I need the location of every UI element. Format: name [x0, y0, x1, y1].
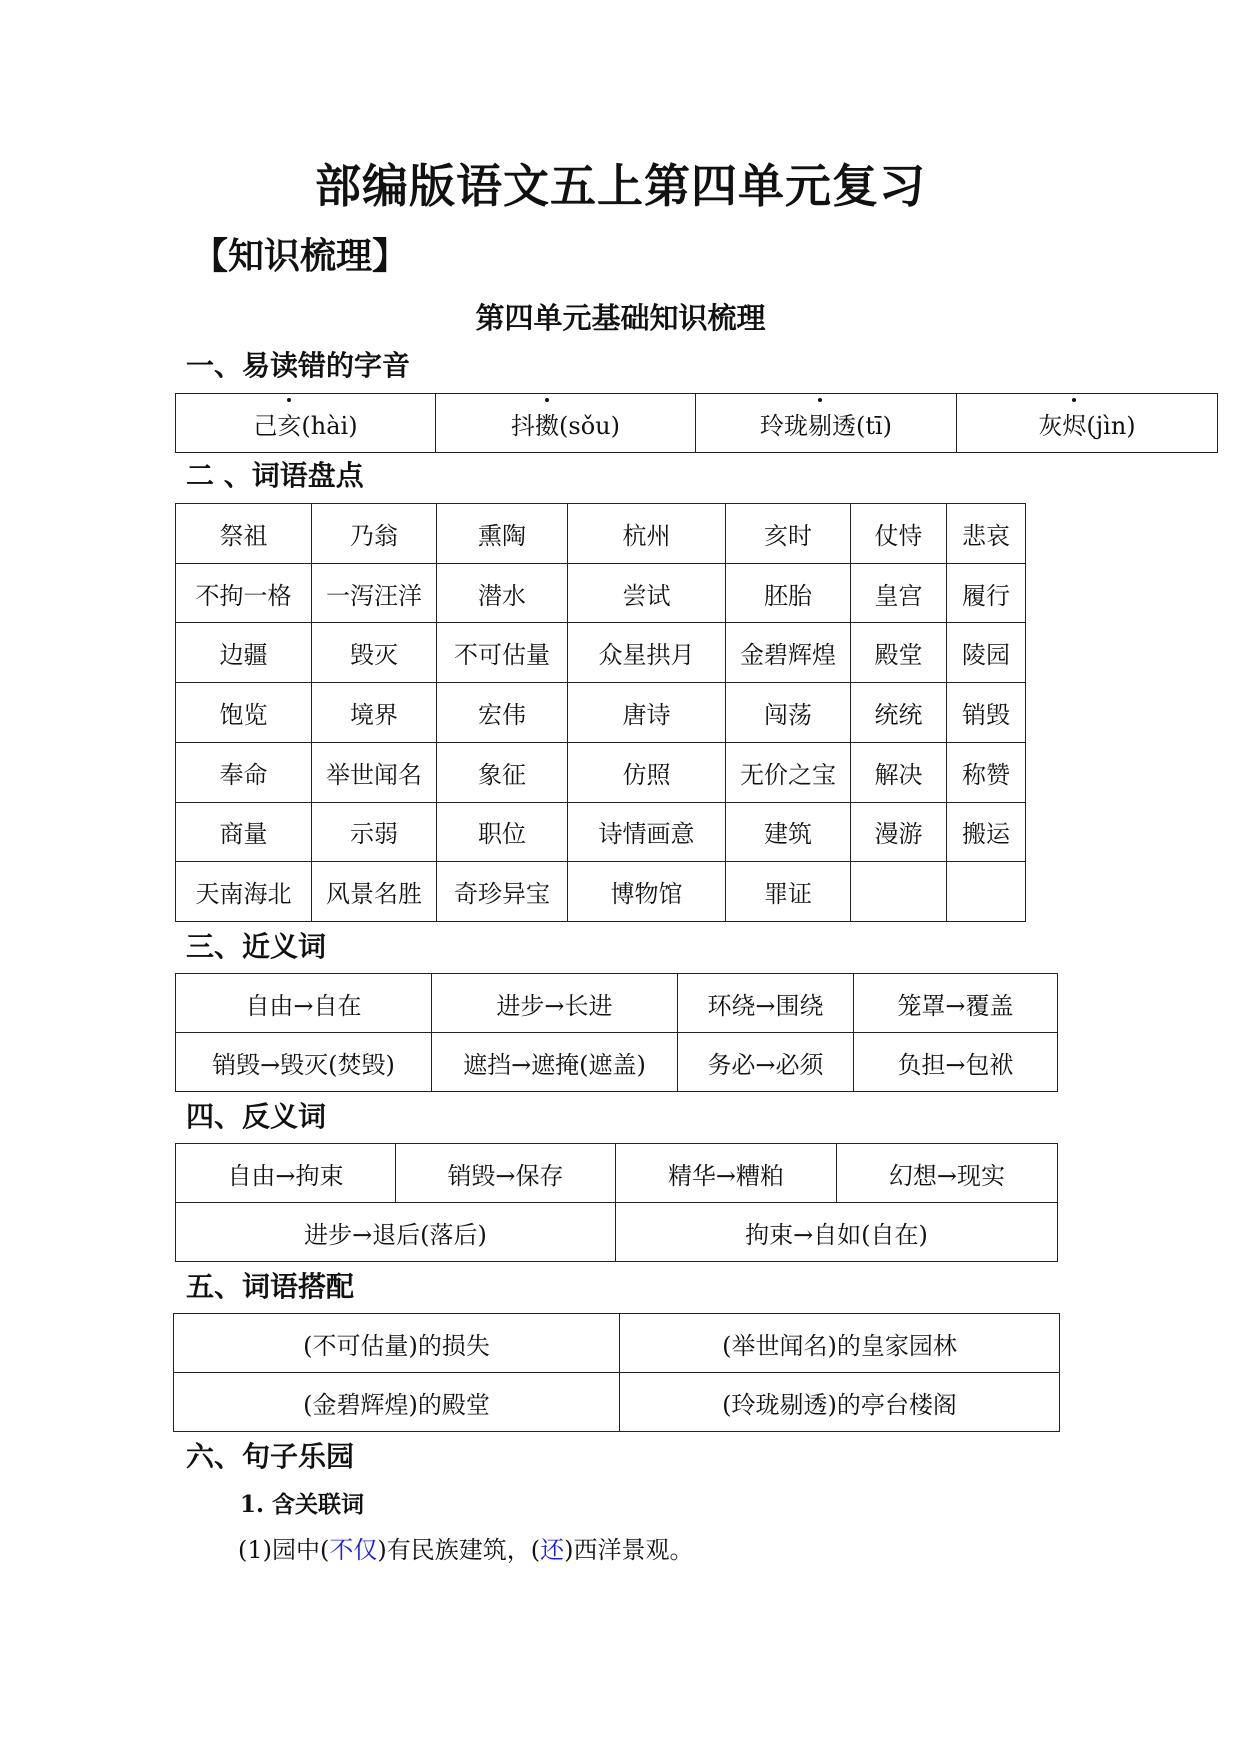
dotted-char: 擞 [535, 406, 559, 441]
vocab-table [175, 503, 1026, 922]
vocab-cell: 潜水 [437, 563, 568, 623]
dotted-char: 剔 [808, 406, 832, 441]
table-row [176, 563, 1026, 623]
vocab-cell: 饱览 [176, 683, 312, 743]
vocab-cell: 解决 [851, 742, 947, 802]
vocab-cell: 仿照 [568, 742, 726, 802]
antonyms-table [175, 1143, 1058, 1262]
vocab-cell: 乃翁 [312, 504, 437, 564]
vocab-cell: 闯荡 [726, 683, 851, 743]
vocab-cell: 统统 [851, 683, 947, 743]
collocation-cell: (金碧辉煌)的殿堂 [174, 1373, 620, 1432]
vocab-cell: 诗情画意 [568, 802, 726, 862]
example-sentence: (1)园中(不仅)有民族建筑，(还)西洋景观。 [238, 1536, 694, 1564]
table-row [174, 1373, 1060, 1432]
table-row [176, 504, 1026, 564]
vocab-cell: 殿堂 [851, 623, 947, 683]
vocab-cell: 唐诗 [568, 683, 726, 743]
synonym-cell: 负担→包袱 [854, 1033, 1058, 1092]
heading-sentences: 六、句子乐园 [186, 1440, 355, 1473]
heading-synonyms: 三、近义词 [186, 930, 327, 963]
vocab-cell: 履行 [947, 563, 1026, 623]
table-row [176, 974, 1058, 1033]
vocab-cell: 风景名胜 [312, 862, 437, 922]
vocab-cell: 皇宫 [851, 563, 947, 623]
vocab-cell: 销毁 [947, 683, 1026, 743]
vocab-cell: 祭祖 [176, 504, 312, 564]
heading-pronunciation: 一、易读错的字音 [186, 349, 411, 382]
collocation-cell: (举世闻名)的皇家园林 [620, 1314, 1060, 1373]
vocab-cell: 罪证 [726, 862, 851, 922]
vocab-cell: 悲哀 [947, 504, 1026, 564]
synonym-cell: 笼罩→覆盖 [854, 974, 1058, 1033]
vocab-cell: 金碧辉煌 [726, 623, 851, 683]
table-row [176, 802, 1026, 862]
vocab-cell: 建筑 [726, 802, 851, 862]
vocab-cell: 不可估量 [437, 623, 568, 683]
vocab-cell: 举世闻名 [312, 742, 437, 802]
heading-antonyms: 四、反义词 [186, 1100, 327, 1133]
synonym-cell: 遮挡→遮掩(遮盖) [432, 1033, 678, 1092]
vocab-cell: 商量 [176, 802, 312, 862]
heading-vocab: 二 、词语盘点 [186, 459, 364, 492]
table-row [176, 623, 1026, 683]
vocab-cell: 宏伟 [437, 683, 568, 743]
vocab-cell: 胚胎 [726, 563, 851, 623]
table-row [176, 1033, 1058, 1092]
section-label: 【知识梳理】 [192, 235, 409, 277]
vocab-cell: 边疆 [176, 623, 312, 683]
vocab-cell: 漫游 [851, 802, 947, 862]
vocab-cell [947, 862, 1026, 922]
table-row [176, 394, 1218, 453]
vocab-cell: 不拘一格 [176, 563, 312, 623]
vocab-cell: 天南海北 [176, 862, 312, 922]
vocab-cell: 示弱 [312, 802, 437, 862]
vocab-cell: 熏陶 [437, 504, 568, 564]
table-row [176, 742, 1026, 802]
collocations-table [173, 1313, 1060, 1432]
synonym-cell: 进步→长进 [432, 974, 678, 1033]
synonym-cell: 务必→必须 [678, 1033, 854, 1092]
vocab-cell: 众星拱月 [568, 623, 726, 683]
synonym-cell: 环绕→围绕 [678, 974, 854, 1033]
table-row [176, 862, 1026, 922]
vocab-cell: 亥时 [726, 504, 851, 564]
synonym-cell: 自由→自在 [176, 974, 432, 1033]
dotted-char: 亥 [277, 406, 301, 441]
vocab-cell: 仗恃 [851, 504, 947, 564]
collocation-cell: (玲珑剔透)的亭台楼阁 [620, 1373, 1060, 1432]
vocab-cell: 尝试 [568, 563, 726, 623]
table-row [174, 1314, 1060, 1373]
antonym-cell: 销毁→保存 [396, 1144, 616, 1203]
heading-collocations: 五、词语搭配 [186, 1270, 355, 1303]
vocab-cell: 奇珍异宝 [437, 862, 568, 922]
synonym-cell: 销毁→毁灭(焚毁) [176, 1033, 432, 1092]
table-row [176, 1203, 1058, 1262]
dotted-char: 烬 [1062, 406, 1086, 441]
vocab-cell: 陵园 [947, 623, 1026, 683]
vocab-cell: 无价之宝 [726, 742, 851, 802]
pronunciation-cell: 玲珑剔透(tī) [696, 394, 957, 453]
antonym-cell: 进步→退后(落后) [176, 1203, 616, 1262]
vocab-cell [851, 862, 947, 922]
highlight-word: 不仅 [329, 1536, 378, 1564]
subtitle: 第四单元基础知识梳理 [475, 301, 766, 335]
pronunciation-cell: 己亥(hài) [176, 394, 436, 453]
vocab-cell: 奉命 [176, 742, 312, 802]
pronunciation-cell: 灰烬(jìn) [957, 394, 1218, 453]
table-row [176, 683, 1026, 743]
vocab-cell: 职位 [437, 802, 568, 862]
vocab-cell: 一泻汪洋 [312, 563, 437, 623]
vocab-cell: 境界 [312, 683, 437, 743]
table-row [176, 1144, 1058, 1203]
antonym-cell: 精华→糟粕 [616, 1144, 837, 1203]
antonym-cell: 幻想→现实 [837, 1144, 1058, 1203]
pronunciation-cell: 抖擞(sǒu) [436, 394, 696, 453]
vocab-cell: 称赞 [947, 742, 1026, 802]
vocab-cell: 博物馆 [568, 862, 726, 922]
highlight-word: 还 [540, 1536, 565, 1564]
vocab-cell: 搬运 [947, 802, 1026, 862]
pronunciation-table [175, 393, 1218, 453]
synonyms-table [175, 973, 1058, 1092]
antonym-cell: 拘束→自如(自在) [616, 1203, 1058, 1262]
vocab-cell: 毁灭 [312, 623, 437, 683]
antonym-cell: 自由→拘束 [176, 1144, 396, 1203]
page-title: 部编版语文五上第四单元复习 [315, 159, 926, 213]
vocab-cell: 象征 [437, 742, 568, 802]
collocation-cell: (不可估量)的损失 [174, 1314, 620, 1373]
sub-heading-conjunctions: 1. 含关联词 [240, 1491, 365, 1518]
vocab-cell: 杭州 [568, 504, 726, 564]
